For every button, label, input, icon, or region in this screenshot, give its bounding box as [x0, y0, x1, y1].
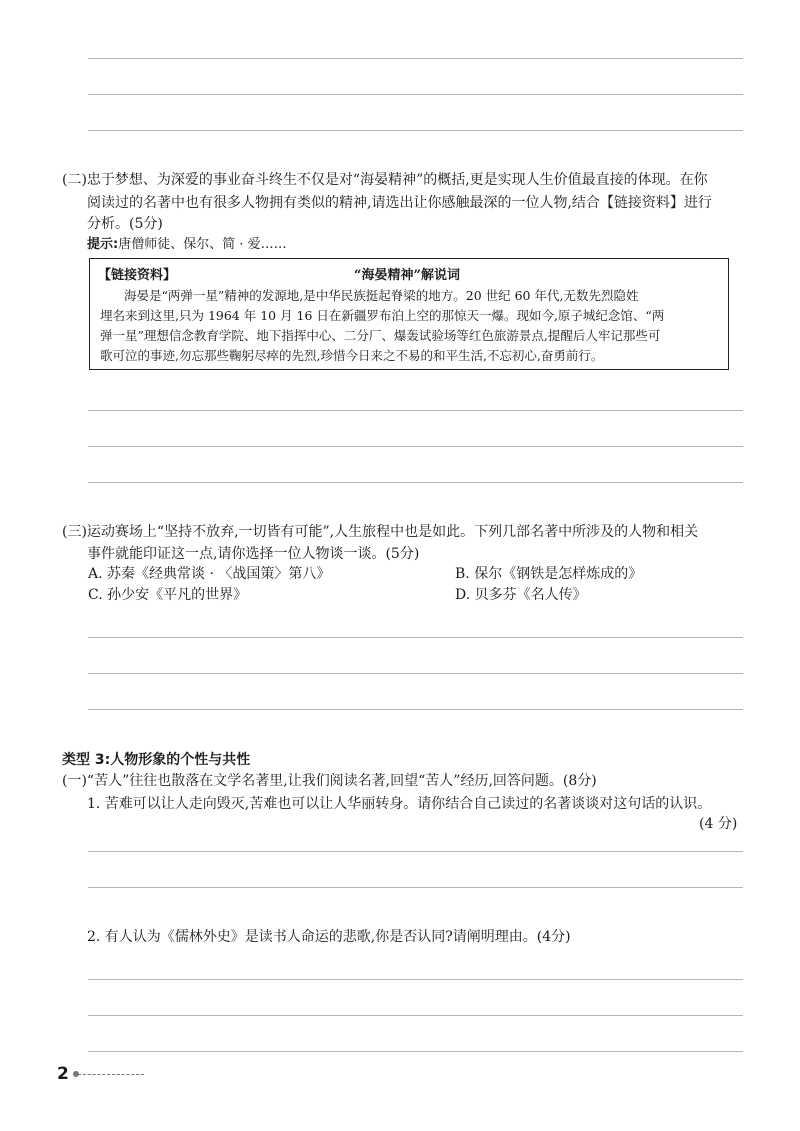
link-material-line: 弹一星”理想信念教育学院、地下指挥中心、二分厂、爆轰试验场等红色旅游景点,提醒后人牢记那些可: [100, 328, 661, 343]
answer-line[interactable]: [88, 851, 743, 852]
type3-q2-question: 2. 有人认为《儒林外史》是读书人命运的悲歌,你是否认同?请阐明理由。(4分): [87, 929, 571, 945]
answer-line[interactable]: [88, 709, 743, 710]
type3-q1-question: 1. 苦难可以让人走向毁灭,苦难也可以让人华丽转身。请你结合自己读过的名著谈谈对这句话的认识。: [87, 796, 712, 812]
section2-question-line1: (二)忠于梦想、为深爱的事业奋斗终生不仅是对“海晏精神”的概括,更是实现人生价值最直接的体现。在你: [62, 172, 708, 188]
link-material-title: “海晏精神”解说词: [354, 268, 460, 283]
answer-line[interactable]: [88, 130, 743, 131]
section3-question-line2: 事件就能印证这一点,请你选择一位人物谈一谈。(5分): [87, 546, 420, 562]
answer-line[interactable]: [88, 1015, 743, 1016]
option-c: C. 孙少安《平凡的世界》: [88, 587, 248, 603]
option-d: D. 贝多芬《名人传》: [455, 587, 587, 603]
answer-line[interactable]: [88, 94, 743, 95]
link-material-line: 埋名来到这里,只为 1964 年 10 月 16 日在新疆罗布泊上空的那惊天一爆。现如今,原子城纪念馆、“两: [100, 308, 665, 323]
answer-line[interactable]: [88, 1051, 743, 1052]
type3-part1-question: (一)“苦人”往往也散落在文学名著里,让我们阅读名著,回望“苦人”经历,回答问题。(8分): [62, 773, 597, 789]
link-material-line: 歌可泣的事迹,勿忘那些鞠躬尽瘁的先烈,珍惜今日来之不易的和平生活,不忘初心,奋勇前行。: [100, 348, 604, 363]
type3-q1-score: (4 分): [699, 816, 738, 832]
hint-text: 唐僧师徒、保尔、简 · 爱……: [118, 237, 287, 252]
answer-line[interactable]: [88, 637, 743, 638]
page-dash-decoration: [78, 1074, 144, 1075]
type3-heading: 类型 3:人物形象的个性与共性: [62, 752, 251, 768]
answer-line[interactable]: [88, 410, 743, 411]
section3-question-line1: (三)运动赛场上“坚持不放弃,一切皆有可能”,人生旅程中也是如此。下列几部名著中所涉及的人物和相关: [62, 524, 699, 540]
answer-line[interactable]: [88, 482, 743, 483]
answer-line[interactable]: [88, 887, 743, 888]
option-b: B. 保尔《钢铁是怎样炼成的》: [455, 566, 643, 582]
option-a: A. 苏秦《经典常谈 · 〈战国策〉第八》: [88, 566, 331, 582]
hint-label: 提示:: [87, 237, 119, 252]
link-material-box: [89, 258, 729, 370]
section2-question-line3: 分析。(5分): [87, 216, 163, 232]
answer-line[interactable]: [88, 446, 743, 447]
section2-question-line2: 阅读过的名著中也有很多人物拥有类似的精神,请选出让你感触最深的一位人物,结合【链接资料】进行: [87, 195, 712, 211]
answer-line[interactable]: [88, 673, 743, 674]
section2-hint: [87, 236, 287, 254]
answer-line[interactable]: [88, 979, 743, 980]
page-number: 2: [57, 1064, 69, 1084]
link-material-label: 【链接资料】: [98, 268, 177, 283]
answer-line[interactable]: [88, 58, 743, 59]
link-material-line: 海晏是“两弹一星”精神的发源地,是中华民族挺起脊梁的地方。20 世纪 60 年代,无数先烈隐姓: [124, 288, 639, 303]
